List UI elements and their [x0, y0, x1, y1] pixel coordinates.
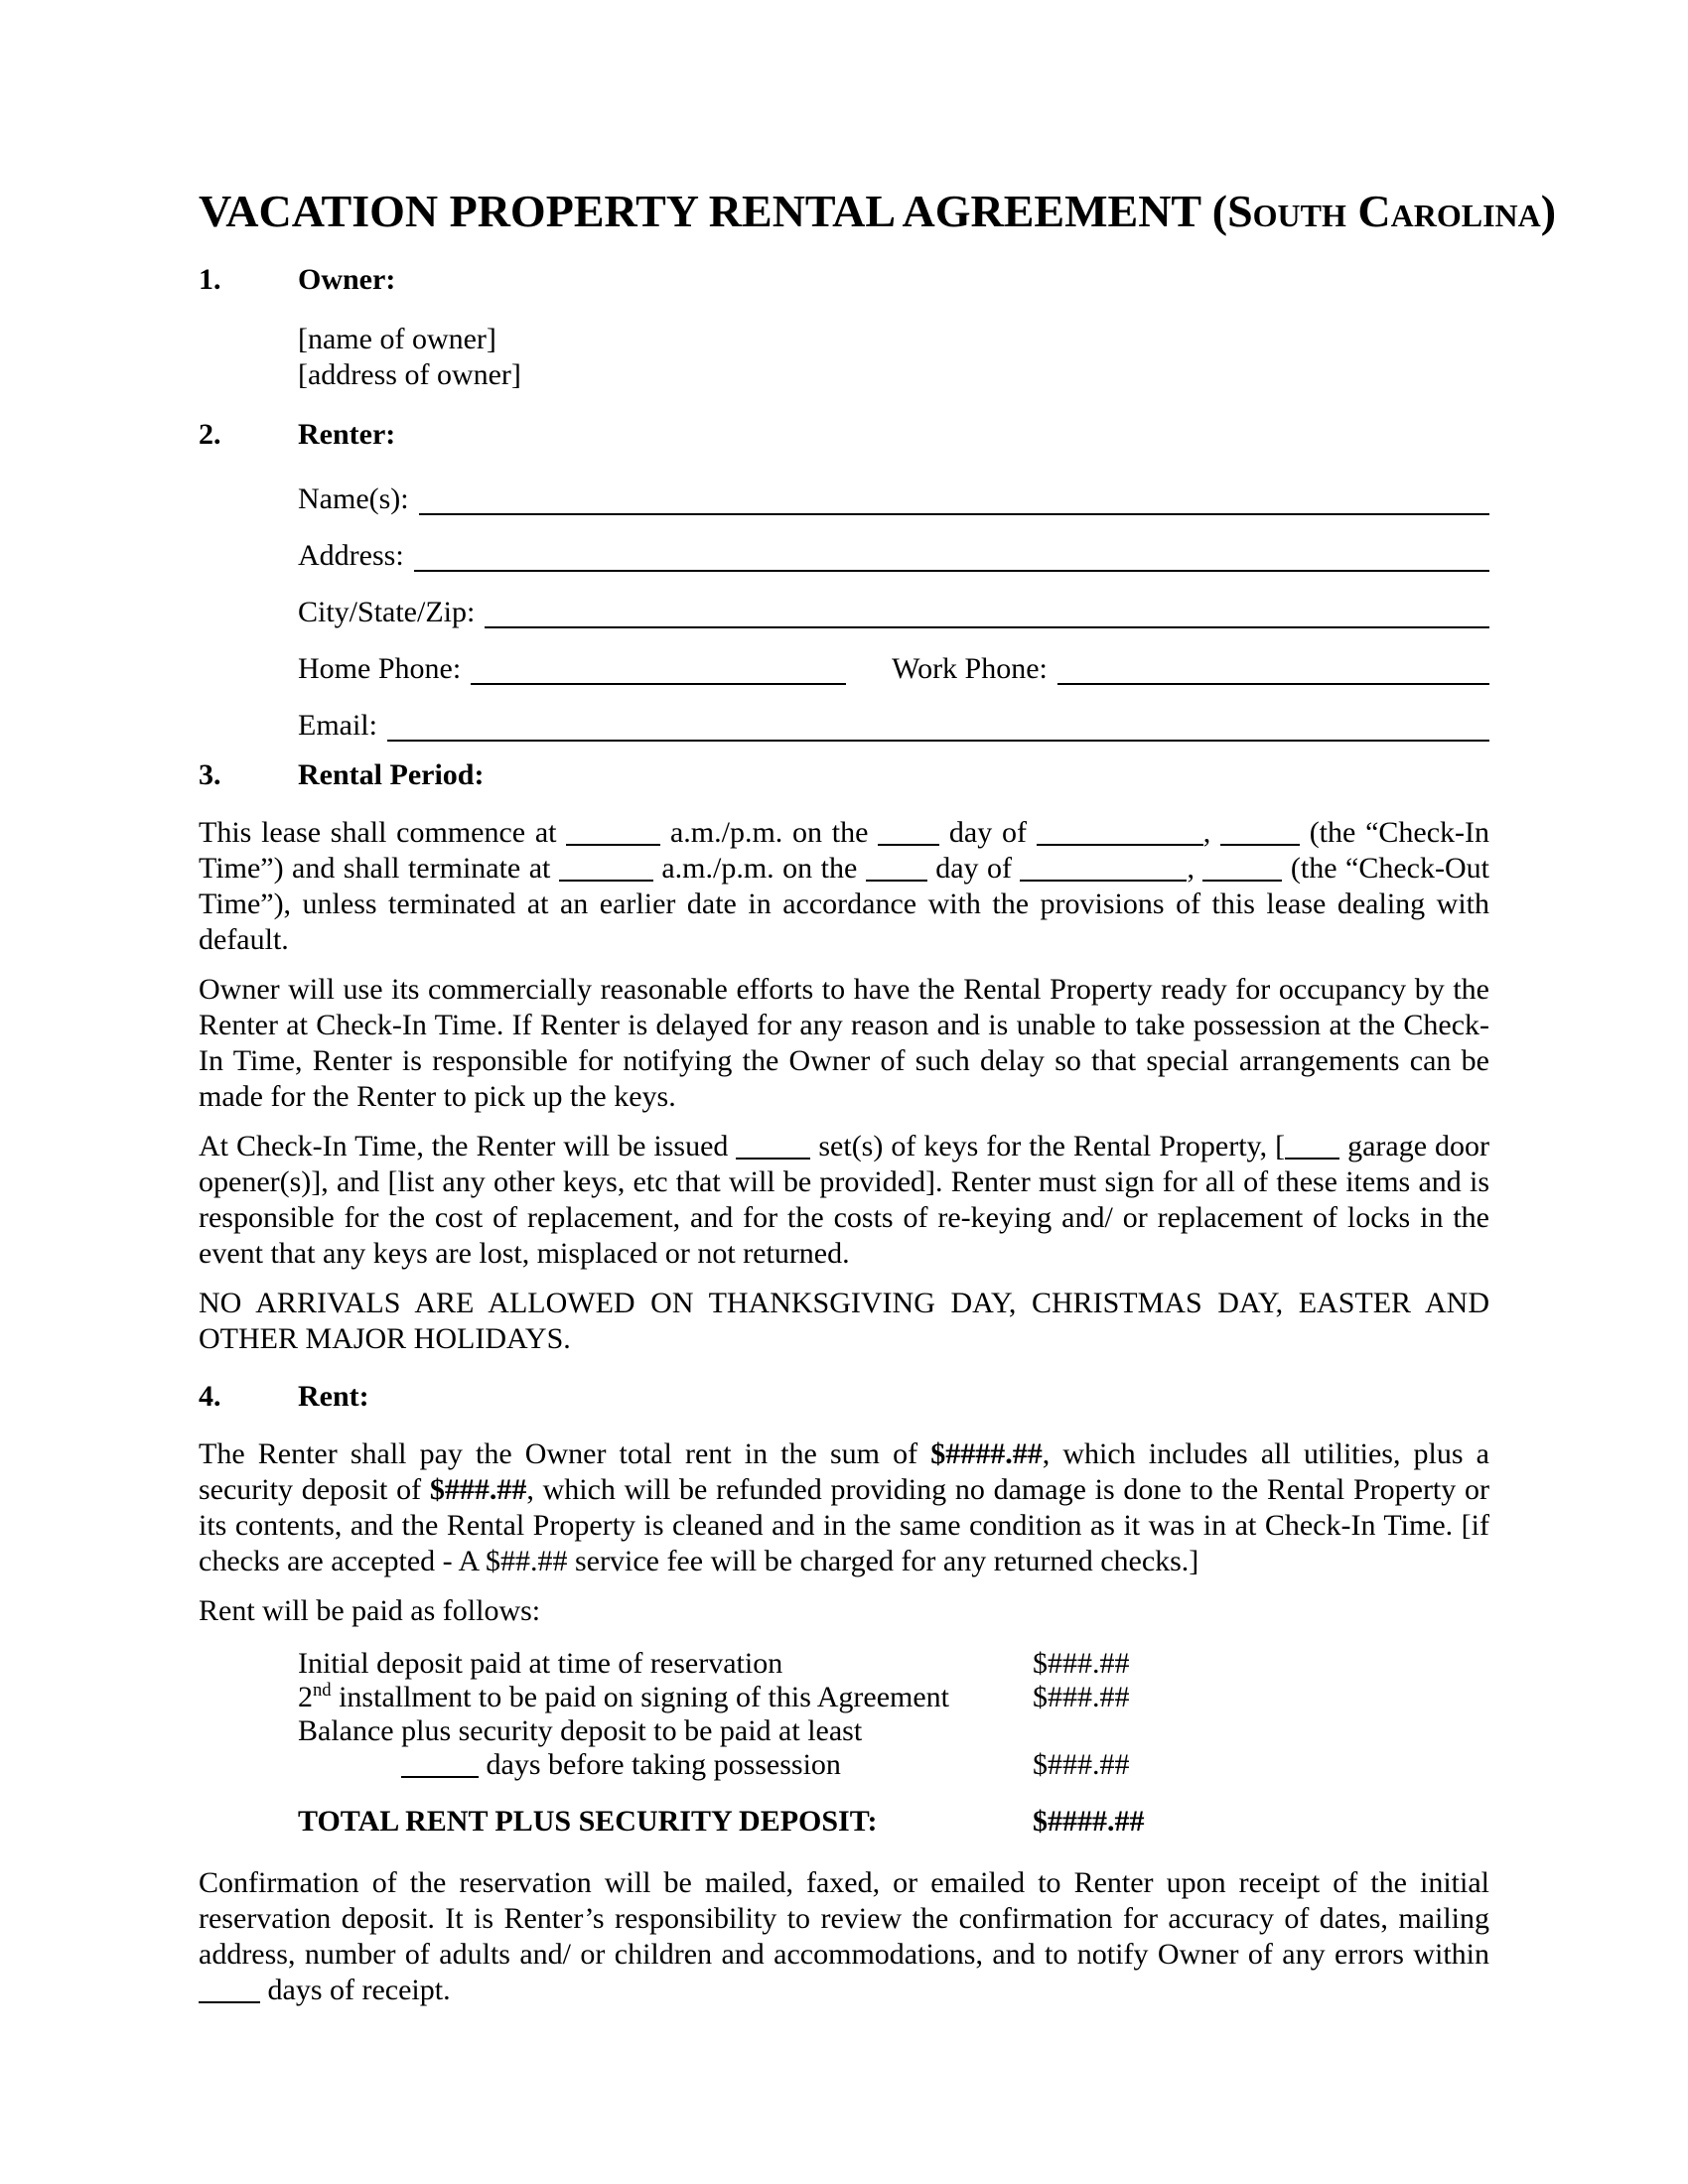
- owner-details: [298, 322, 1489, 393]
- schedule-desc: Balance plus security deposit to be paid at least: [298, 1714, 863, 1747]
- city-state-zip-input-line[interactable]: [485, 626, 1489, 628]
- title-close: ): [1540, 186, 1557, 236]
- rental-period-commencement-paragraph: This lease shall commence at a.m./p.m. on the day of , (the “Check-In Time”) and shall terminate at a.m./p.m. on the day of , (the “Check-Out Time”), unless terminated at an earlier date in accordance with the provisions of this lease dealing with default.: [199, 816, 1490, 956]
- section-renter-title: Renter:: [298, 418, 396, 451]
- section-renter-number: 2.: [199, 418, 221, 451]
- section-rental-period-title: Rental Period:: [298, 758, 485, 791]
- section-renter-heading: [199, 417, 1489, 453]
- names-label: Name(s):: [298, 482, 409, 515]
- title-main: VACATION PROPERTY RENTAL AGREEMENT (: [199, 186, 1228, 236]
- section-rent-heading: [199, 1379, 1489, 1415]
- fill-in-blank[interactable]: [199, 1977, 260, 2004]
- section-rent-number: 4.: [199, 1380, 221, 1413]
- no-arrivals-notice: NO ARRIVALS ARE ALLOWED ON THANKSGIVING DAY, CHRISTMAS DAY, EASTER AND OTHER MAJOR HOLIDAYS.: [199, 1287, 1489, 1355]
- fill-in-blank[interactable]: [566, 819, 660, 847]
- fill-in-blank[interactable]: [878, 819, 939, 847]
- schedule-desc: 2nd installment to be paid on signing of this Agreement: [298, 1680, 950, 1713]
- fill-in-blank[interactable]: [1285, 1133, 1339, 1160]
- schedule-row-days-before-possession: [298, 1748, 1489, 1782]
- schedule-amount: $###.##: [1033, 1748, 1130, 1781]
- total-rent-amount: $####.##: [1033, 1805, 1145, 1838]
- renter-city-state-zip-row: [298, 574, 1489, 630]
- home-phone-input-line[interactable]: [471, 683, 846, 685]
- fill-in-blank[interactable]: [401, 1751, 479, 1779]
- city-state-zip-label: City/State/Zip:: [298, 596, 476, 628]
- payment-schedule: [298, 1647, 1489, 1782]
- work-phone-label: Work Phone:: [892, 652, 1048, 685]
- email-input-line[interactable]: [387, 740, 1489, 742]
- renter-form: [199, 461, 1489, 744]
- rent-schedule-intro: Rent will be paid as follows:: [199, 1594, 541, 1627]
- home-phone-label: Home Phone:: [298, 652, 462, 685]
- total-rent-row: [298, 1804, 1489, 1840]
- schedule-row-balance: [298, 1714, 1489, 1748]
- address-input-line[interactable]: [414, 570, 1489, 572]
- renter-email-row: [298, 687, 1489, 744]
- renter-phones-row: [298, 630, 1489, 687]
- names-input-line[interactable]: [419, 513, 1489, 515]
- schedule-row-initial-deposit: [298, 1647, 1489, 1681]
- confirmation-paragraph: Confirmation of the reservation will be mailed, faxed, or emailed to Renter upon receipt of the initial reservation deposit. It is Renter’s responsibility to review the confirmation for accuracy of dates, mailing address, number of adults and/ or children and accommodations, and to notify Owner of any errors within days of receipt.: [199, 1866, 1489, 2006]
- section-owner-number: 1.: [199, 263, 221, 296]
- fill-in-blank[interactable]: [1220, 819, 1300, 847]
- email-label: Email:: [298, 709, 377, 742]
- work-phone-input-line[interactable]: [1057, 683, 1489, 685]
- rent-amount-paragraph: The Renter shall pay the Owner total rent in the sum of $####.##, which includes all utilities, plus a security deposit of $###.##, which will be refunded providing no damage is done to the Rental Property or its contents, and the Rental Property is cleaned and in the same condition as it was in at Check-In Time. [if checks are accepted - A $##.## service fee will be charged for any returned checks.]: [199, 1437, 1489, 1577]
- address-label: Address:: [298, 539, 404, 572]
- fill-in-blank[interactable]: [1202, 855, 1282, 883]
- document-title: [199, 186, 1557, 236]
- schedule-row-second-installment: [298, 1681, 1489, 1714]
- section-rent-title: Rent:: [298, 1380, 369, 1413]
- section-rental-period-number: 3.: [199, 758, 221, 791]
- schedule-amount: $###.##: [1033, 1647, 1130, 1680]
- schedule-amount: $###.##: [1033, 1681, 1130, 1713]
- fill-in-blank[interactable]: [559, 855, 653, 883]
- section-rental-period-heading: [199, 757, 1489, 793]
- schedule-desc: days before taking possession: [298, 1748, 1033, 1782]
- rental-period-occupancy-paragraph: Owner will use its commercially reasonable efforts to have the Rental Property ready for occupancy by the Renter at Check-In Time. If Renter is delayed for any reason and is unable to take possession at the Check-In Time, Renter is responsible for notifying the Owner of such delay so that special arrangements can be made for the Renter to pick up the keys.: [199, 973, 1489, 1113]
- fill-in-blank[interactable]: [736, 1133, 810, 1160]
- section-owner-title: Owner:: [298, 263, 396, 296]
- fill-in-blank[interactable]: [866, 855, 927, 883]
- owner-address-placeholder: [address of owner]: [298, 358, 521, 391]
- renter-address-row: [298, 517, 1489, 574]
- fill-in-blank[interactable]: [1020, 855, 1187, 883]
- owner-name-placeholder: [name of owner]: [298, 323, 496, 355]
- title-state: South Carolina: [1227, 186, 1541, 236]
- section-owner-heading: [199, 262, 1489, 298]
- renter-names-row: [298, 461, 1489, 517]
- total-rent-label: TOTAL RENT PLUS SECURITY DEPOSIT:: [298, 1805, 878, 1838]
- rental-period-keys-paragraph: At Check-In Time, the Renter will be issued set(s) of keys for the Rental Property, [ garage door opener(s)], and [list any other keys, etc that will be provided]. Renter must sign for all of these items and is responsible for the cost of replacement, and for the costs of re-keying and/ or replacement of locks in the event that any keys are lost, misplaced or not returned.: [199, 1130, 1489, 1270]
- fill-in-blank[interactable]: [1037, 819, 1203, 847]
- schedule-desc: Initial deposit paid at time of reservation: [298, 1647, 783, 1680]
